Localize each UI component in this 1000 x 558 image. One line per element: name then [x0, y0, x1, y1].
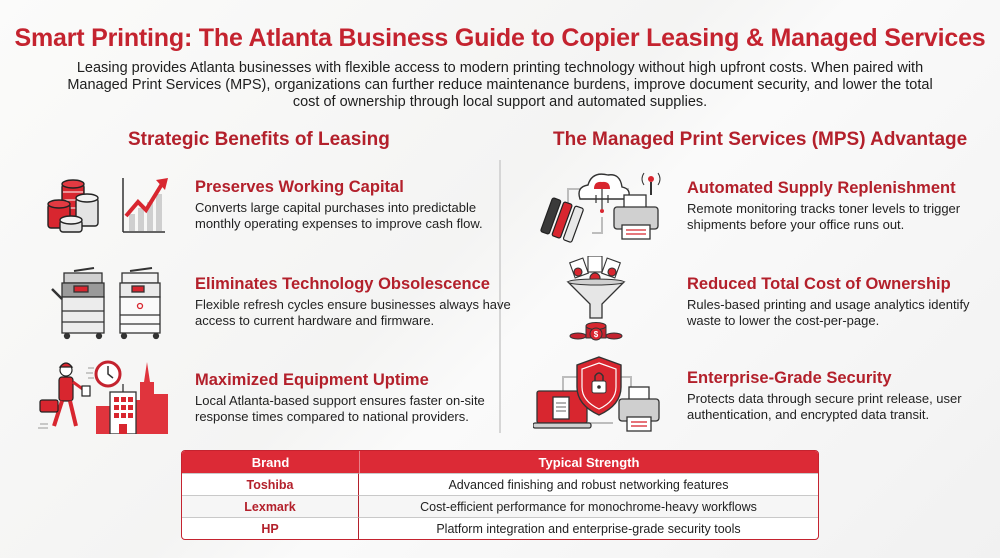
item-description: Local Atlanta-based support ensures faster on-site response times compared to national providers.: [195, 393, 485, 424]
coins-and-growth-chart-icon: [44, 170, 169, 243]
item-title: Eliminates Technology Obsolescence: [195, 275, 490, 293]
item-description: Protects data through secure print release, user authentication, and encrypted data transit.: [687, 391, 962, 422]
leasing-benefits-heading: Strategic Benefits of Leasing: [128, 129, 390, 150]
cloud-toner-printer-icon: [534, 165, 664, 250]
item-description: Converts large capital purchases into predictable monthly operating expenses to improve cash flow.: [195, 200, 483, 231]
table-row: [182, 495, 818, 517]
item-title: Automated Supply Replenishment: [687, 179, 956, 197]
brand-cell: HP: [182, 517, 359, 539]
item-title: Enterprise-Grade Security: [687, 369, 892, 387]
copier-machines-icon: [44, 265, 169, 345]
item-title: Reduced Total Cost of Ownership: [687, 275, 951, 293]
column-header-strength: Typical Strength: [359, 451, 818, 473]
intro-paragraph: Leasing provides Atlanta businesses with flexible access to modern printing technology without high upfront costs. When paired with Managed Print Services (MPS), organizations can further reduce maintenance burdens, improve document security, and lower the total cost of ownership through local support and automated supplies.: [67, 60, 933, 110]
brand-strength-table: [181, 450, 819, 540]
table-row: [182, 473, 818, 495]
page-title: Smart Printing: The Atlanta Business Guide to Copier Leasing & Managed Services: [14, 24, 986, 52]
item-title: Preserves Working Capital: [195, 178, 404, 196]
brand-cell: Toshiba: [182, 473, 359, 495]
item-description: Flexible refresh cycles ensure businesses always have access to current hardware and firmware.: [195, 297, 511, 328]
table-header-row: [182, 451, 818, 473]
strength-cell: Platform integration and enterprise-grade security tools: [359, 517, 818, 539]
column-header-brand: Brand: [182, 451, 359, 473]
funnel-coins-icon: [566, 256, 626, 351]
technician-city-clock-icon: [38, 354, 173, 439]
brand-cell: Lexmark: [182, 495, 359, 517]
table-row: [182, 517, 818, 539]
svg-text:$: $: [593, 330, 599, 339]
shield-lock-laptop-printer-icon: [533, 355, 663, 440]
item-description: Rules-based printing and usage analytics identify waste to lower the cost-per-page.: [687, 297, 970, 328]
item-title: Maximized Equipment Uptime: [195, 371, 429, 389]
mps-advantage-heading: The Managed Print Services (MPS) Advantage: [553, 129, 968, 150]
strength-cell: Cost-efficient performance for monochrome-heavy workflows: [359, 495, 818, 517]
item-description: Remote monitoring tracks toner levels to trigger shipments before your office runs out.: [687, 201, 961, 232]
strength-cell: Advanced finishing and robust networking features: [359, 473, 818, 495]
